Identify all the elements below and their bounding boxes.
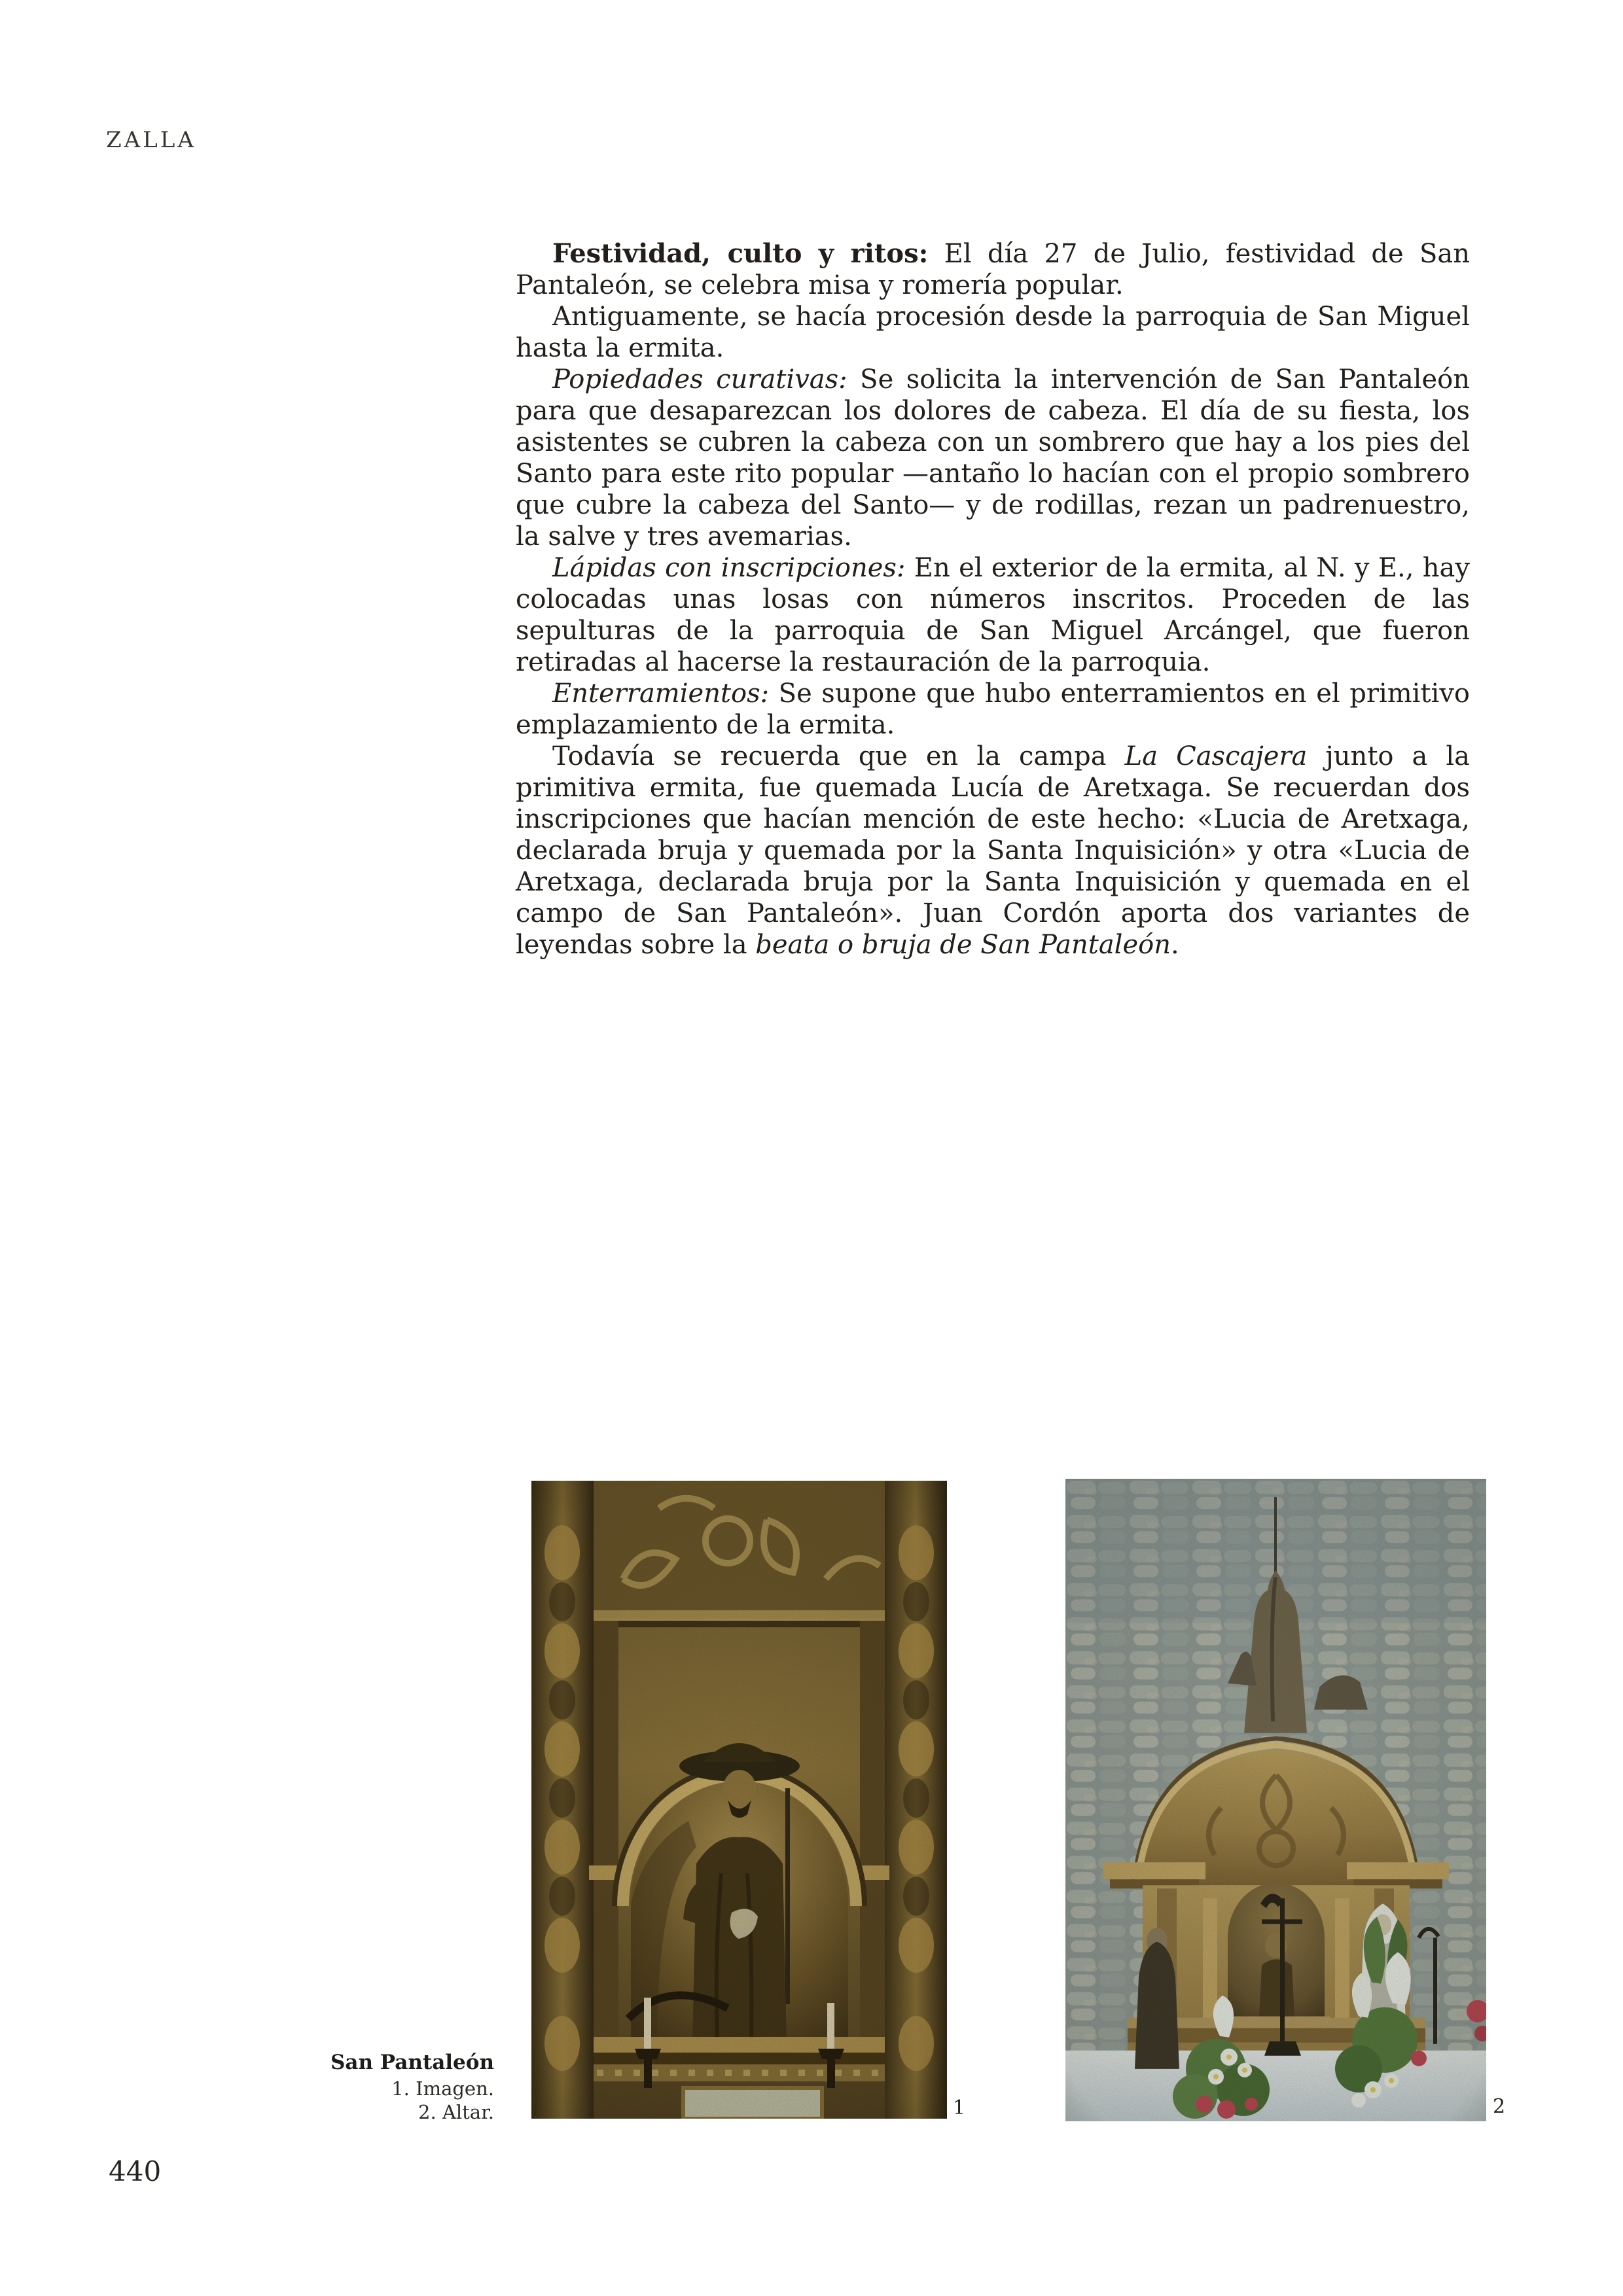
text-run: Se solicita la intervención de San Pantaleón para que desaparezcan los dolores de cabeza. El día de su fiesta, los asistentes se cubren la cabeza con un sombrero que hay a los pies del Santo para este rito popular —antaño lo hacían con el propio sombrero que cubre la cabeza del Santo— y de rodillas, rezan un padrenuestro, la salve y tres avemarias. bbox=[516, 364, 1470, 552]
running-head: ZALLA bbox=[106, 127, 196, 153]
figure-caption bbox=[330, 2051, 494, 2124]
caption-item-imagen: 1. Imagen. bbox=[391, 2077, 494, 2100]
text-run: Enterramientos: bbox=[552, 679, 770, 709]
figure-number-2: 2 bbox=[1493, 2095, 1506, 2118]
paragraph bbox=[516, 364, 1470, 552]
text-run: . bbox=[1170, 930, 1179, 960]
page-number: 440 bbox=[109, 2155, 162, 2187]
text-run: Todavía se recuerda que en la campa bbox=[552, 741, 1125, 771]
text-run: Festividad, culto y ritos: bbox=[552, 238, 929, 269]
article-text bbox=[516, 238, 1470, 961]
text-run: El día 27 de Julio, festividad de San Pantaleón, se celebra misa y romería popular. bbox=[516, 239, 1470, 300]
photo-altar bbox=[1065, 1479, 1486, 2121]
photo-grain bbox=[531, 1481, 947, 2119]
altarpiece-image-svg bbox=[531, 1481, 947, 2119]
paragraph bbox=[516, 552, 1470, 678]
text-run: Popiedades curativas: bbox=[552, 364, 847, 395]
text-run: beata o bruja de San Pantaleón bbox=[755, 930, 1171, 960]
text-run: Se supone que hubo enterramientos en el primitivo emplazamiento de la ermita. bbox=[516, 679, 1470, 740]
photo-imagen bbox=[531, 1481, 947, 2119]
text-run: La Cascajera bbox=[1124, 741, 1308, 771]
figure-number-1: 1 bbox=[953, 2096, 966, 2119]
paragraph bbox=[516, 678, 1470, 741]
paragraph bbox=[516, 741, 1470, 961]
caption-item-altar: 2. Altar. bbox=[418, 2101, 494, 2123]
paragraph bbox=[516, 301, 1470, 364]
text-run: Lápidas con inscripciones: bbox=[552, 553, 906, 583]
altar-photo-svg bbox=[1065, 1479, 1486, 2121]
text-run: En el exterior de la ermita, al N. y E., hay colocadas unas losas con números inscritos. Proceden de las sepulturas de la parroquia de San Miguel Arcángel, que fueron retiradas al hacerse la restauración de la parroquia. bbox=[516, 553, 1470, 677]
text-run: Antiguamente, se hacía procesión desde la parroquia de San Miguel hasta la ermita. bbox=[516, 302, 1470, 363]
photo-grain bbox=[1065, 1479, 1486, 2121]
caption-title: San Pantaleón bbox=[330, 2051, 494, 2074]
text-run: junto a la primitiva ermita, fue quemada Lucía de Aretxaga. Se recuerdan dos inscripciones que hacían mención de este hecho: «Lucia de Aretxaga, declarada bruja y quemada por la Santa Inquisición» y otra «Lucia de Aretxaga, declarada bruja por la Santa Inquisición y quemada en el campo de San Pantaleón». Juan Cordón aporta dos variantes de leyendas sobre la bbox=[516, 741, 1471, 960]
paragraph bbox=[516, 238, 1470, 301]
